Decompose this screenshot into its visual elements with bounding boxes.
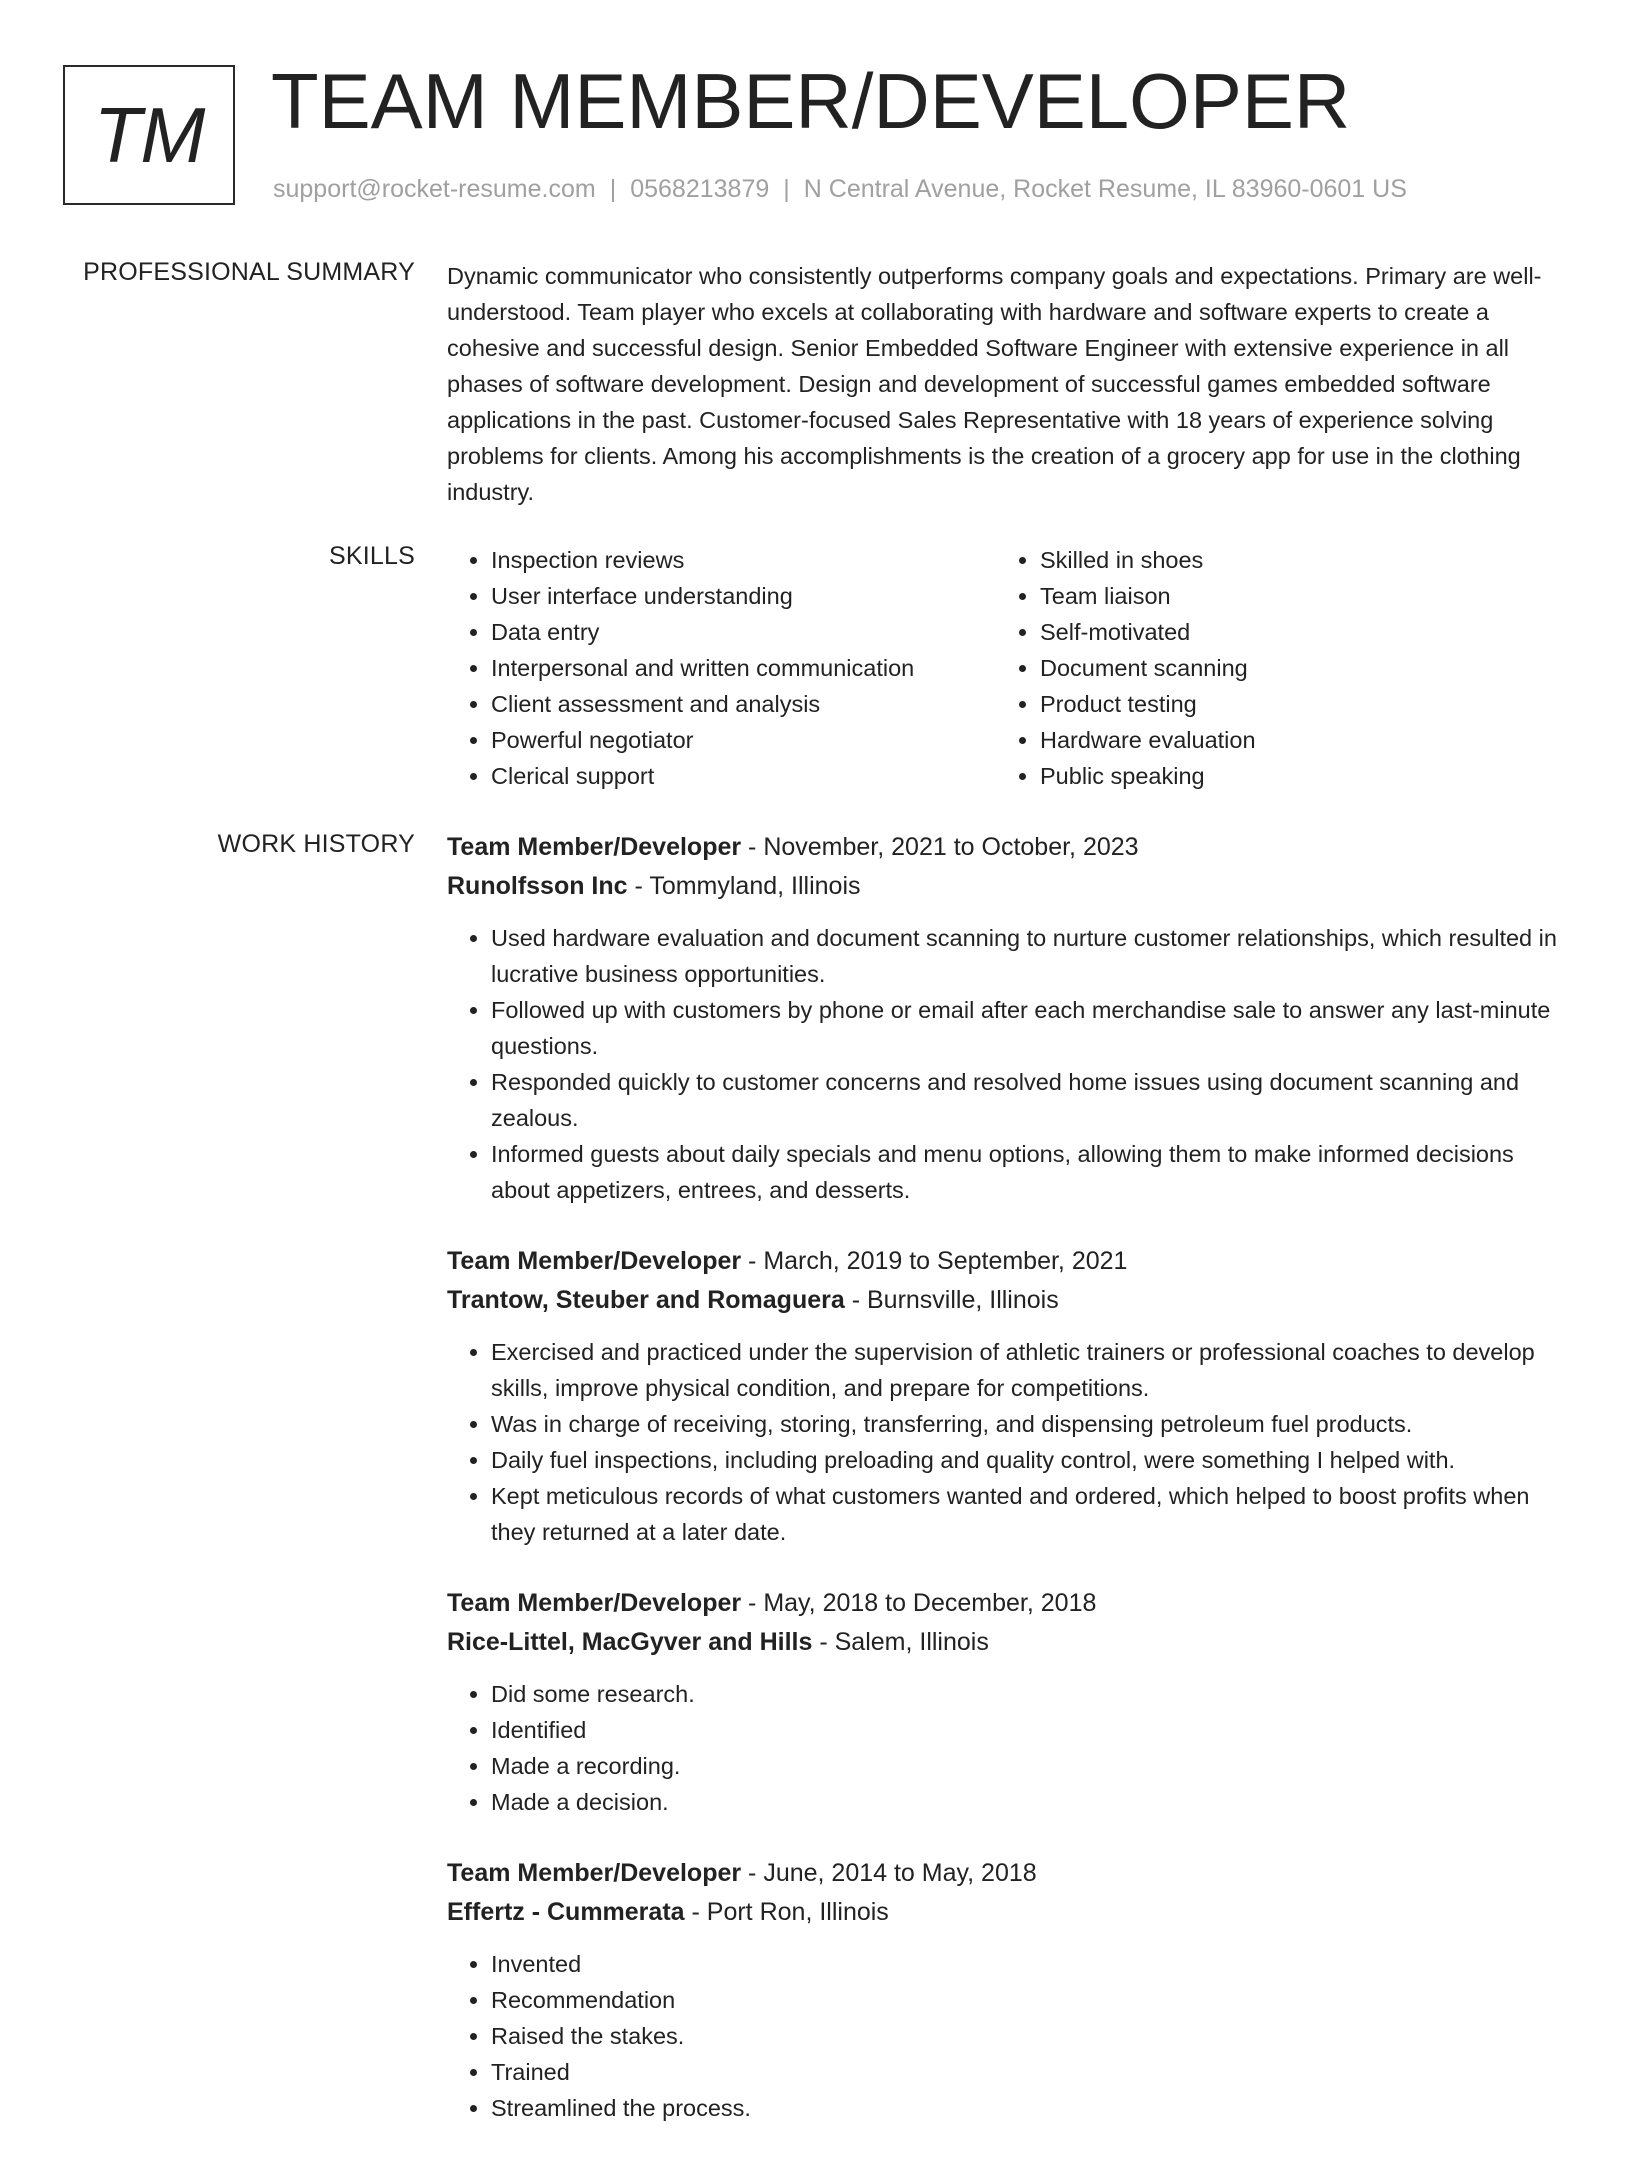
job-entry	[447, 828, 1562, 1208]
candidate-name: TEAM MEMBER/DEVELOPER	[271, 57, 1351, 145]
job-dates: May, 2018 to December, 2018	[763, 1589, 1097, 1617]
job-company-line	[447, 1623, 1562, 1662]
skills-column-left	[447, 542, 996, 794]
job-entry	[447, 1242, 1562, 1550]
job-title: Team Member/Developer	[447, 833, 742, 861]
skill-item: • Inspection reviews	[491, 542, 996, 578]
job-duty: • Recommendation	[491, 1982, 1562, 2018]
job-company-line	[447, 1281, 1562, 1320]
skills-list-right	[996, 542, 1545, 794]
job-duty: • Trained	[491, 2054, 1562, 2090]
job-duty: • Did some research.	[491, 1676, 1562, 1712]
job-company: Runolfsson Inc	[447, 872, 628, 900]
job-duty: • Invented	[491, 1946, 1562, 1982]
job-entry	[447, 1854, 1562, 2126]
job-dash: -	[741, 1589, 764, 1617]
skill-item: • Self-motivated	[1040, 614, 1545, 650]
job-dash: -	[741, 833, 764, 861]
job-company: Effertz - Cummerata	[447, 1898, 685, 1926]
job-duties	[447, 1946, 1562, 2126]
skill-item: • Product testing	[1040, 686, 1545, 722]
contact-phone: 0568213879	[630, 175, 770, 203]
job-location: Burnsville, Illinois	[866, 1286, 1059, 1314]
job-title: Team Member/Developer	[447, 1247, 742, 1275]
job-entry	[447, 1584, 1562, 1820]
contact-separator: |	[609, 175, 617, 203]
work-history-heading: WORK HISTORY	[217, 830, 415, 858]
job-company: Trantow, Steuber and Romaguera	[447, 1286, 845, 1314]
job-duty: • Kept meticulous records of what customers wanted and ordered, which helped to boost profits when they returned at a later date.	[491, 1478, 1562, 1550]
contact-line	[273, 175, 1407, 204]
skills-list-left	[447, 542, 996, 794]
job-dates: June, 2014 to May, 2018	[763, 1859, 1037, 1887]
job-title: Team Member/Developer	[447, 1589, 742, 1617]
job-dash: -	[844, 1286, 867, 1314]
job-location: Port Ron, Illinois	[706, 1898, 889, 1926]
job-duty: • Exercised and practiced under the supervision of athletic trainers or professional coaches to develop skills, improve physical condition, and prepare for competitions.	[491, 1334, 1562, 1406]
job-company-line	[447, 867, 1562, 906]
job-company: Rice-Littel, MacGyver and Hills	[447, 1628, 813, 1656]
job-duty: • Raised the stakes.	[491, 2018, 1562, 2054]
job-duty: • Informed guests about daily specials and menu options, allowing them to make informed decisions about appetizers, entrees, and desserts.	[491, 1136, 1562, 1208]
job-location: Tommyland, Illinois	[649, 872, 861, 900]
contact-address: N Central Avenue, Rocket Resume, IL 83960-0601 US	[803, 175, 1407, 203]
job-duty: • Made a decision.	[491, 1784, 1562, 1820]
job-dates: November, 2021 to October, 2023	[763, 833, 1139, 861]
job-title-line	[447, 1584, 1562, 1623]
monogram-initials: TM	[93, 90, 205, 179]
job-title: Team Member/Developer	[447, 1859, 742, 1887]
job-duty: • Followed up with customers by phone or email after each merchandise sale to answer any last-minute questions.	[491, 992, 1562, 1064]
job-dash: -	[684, 1898, 707, 1926]
summary-text: Dynamic communicator who consistently outperforms company goals and expectations. Primary are well-understood. Team player who excels at collaborating with hardware and software experts to create a cohesive and successful design. Senior Embedded Software Engineer with extensive experience in all phases of software development. Design and development of successful games embedded software applications in the past. Customer-focused Sales Representative with 18 years of experience solving problems for clients. Among his accomplishments is the creation of a grocery app for use in the clothing industry.	[447, 263, 1542, 505]
skill-item: • Powerful negotiator	[491, 722, 996, 758]
job-duties	[447, 1334, 1562, 1550]
job-duty: • Identified	[491, 1712, 1562, 1748]
skill-item: • Public speaking	[1040, 758, 1545, 794]
contact-email: support@rocket-resume.com	[273, 175, 596, 203]
job-duties	[447, 1676, 1562, 1820]
skill-item: • Team liaison	[1040, 578, 1545, 614]
job-duties	[447, 920, 1562, 1208]
summary-heading: PROFESSIONAL SUMMARY	[83, 258, 415, 286]
job-title-line	[447, 1242, 1562, 1281]
job-duty: • Responded quickly to customer concerns and resolved home issues using document scanning and zealous.	[491, 1064, 1562, 1136]
skill-item: • User interface understanding	[491, 578, 996, 614]
job-dash: -	[741, 1247, 764, 1275]
skill-item: • Skilled in shoes	[1040, 542, 1545, 578]
skill-item: • Clerical support	[491, 758, 996, 794]
job-duty: • Was in charge of receiving, storing, transferring, and dispensing petroleum fuel products.	[491, 1406, 1562, 1442]
job-dates: March, 2019 to September, 2021	[763, 1247, 1128, 1275]
job-duty: • Daily fuel inspections, including preloading and quality control, were something I helped with.	[491, 1442, 1562, 1478]
job-duty: • Used hardware evaluation and document scanning to nurture customer relationships, which resulted in lucrative business opportunities.	[491, 920, 1562, 992]
job-dash: -	[812, 1628, 835, 1656]
job-company-line	[447, 1893, 1562, 1932]
skills-columns	[447, 542, 1562, 794]
job-dash: -	[741, 1859, 764, 1887]
skill-item: • Hardware evaluation	[1040, 722, 1545, 758]
skill-item: • Interpersonal and written communication	[491, 650, 996, 686]
job-duty: • Streamlined the process.	[491, 2090, 1562, 2126]
monogram-box	[63, 65, 235, 205]
job-duty: • Made a recording.	[491, 1748, 1562, 1784]
job-title-line	[447, 1854, 1562, 1893]
job-title-line	[447, 828, 1562, 867]
job-dash: -	[627, 872, 650, 900]
skill-item: • Data entry	[491, 614, 996, 650]
skills-heading: SKILLS	[329, 542, 415, 570]
contact-separator: |	[783, 175, 790, 203]
skill-item: • Client assessment and analysis	[491, 686, 996, 722]
skill-item: • Document scanning	[1040, 650, 1545, 686]
job-location: Salem, Illinois	[834, 1628, 989, 1656]
skills-column-right	[996, 542, 1545, 794]
